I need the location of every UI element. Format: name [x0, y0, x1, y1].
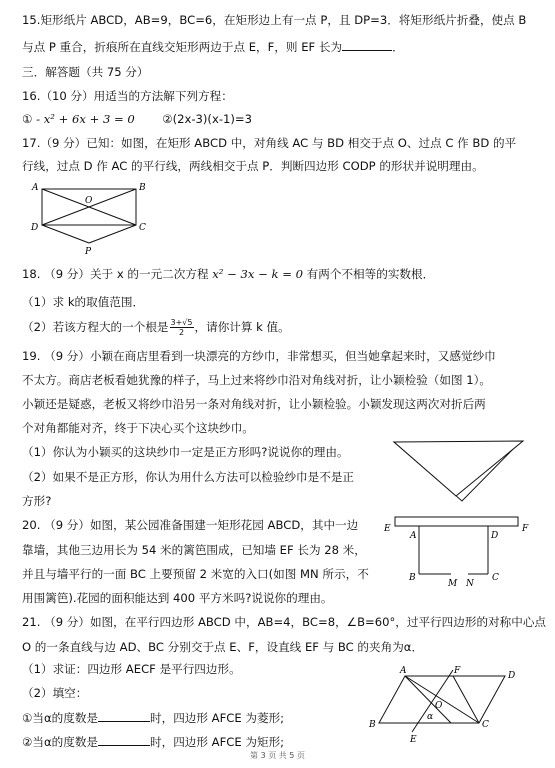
fraction-numerator: 3+√5	[170, 318, 193, 327]
q18-title	[22, 266, 434, 282]
q21-part2: （2）填空：	[22, 686, 88, 700]
label-c: C	[492, 573, 499, 583]
label-a: A	[400, 666, 407, 676]
label-a: A	[410, 531, 417, 541]
q16-eq2: (2x-3)(x-1)=3	[172, 112, 252, 126]
label-d: D	[491, 531, 499, 541]
scarf-fold-front	[394, 441, 523, 496]
q20-line4: 用围篱笆).花园的面积能达到 400 平方米吗?说说你的理由。	[22, 591, 333, 605]
label-f: F	[522, 524, 529, 534]
q17-line1: 17.（9 分）已知：如图，在矩形 ABCD 中，对角线 AC 与 BD 相交于点 O、过点 C 作 BD 的平	[22, 136, 517, 150]
q18-part2-a: （2）若该方程大的一个根是	[22, 320, 169, 334]
q21-fill2-a: ②当α的度数是	[22, 735, 99, 749]
q18-fraction	[170, 318, 194, 337]
q21-fill1	[22, 709, 284, 726]
q20-line1: 20. （9 分）如图，某公园准备围建一矩形花园 ABCD，其中一边	[22, 518, 359, 532]
answer-blank	[98, 709, 150, 722]
q19-line1: 19. （9 分）小颖在商店里看到一块漂亮的方纱巾，非常想买，但当她拿起来时，又感觉纱巾	[22, 349, 496, 363]
label-d: D	[508, 671, 516, 681]
label-b: B	[409, 573, 416, 583]
q21-part1: （1）求证：四边形 AECF 是平行四边形。	[22, 662, 241, 676]
q20-line2: 靠墙，其他三边用长为 54 米的篱笆围成，已知墙 EF 长为 28 米，	[22, 543, 366, 557]
q16-equations	[22, 111, 252, 127]
label-alpha: α	[427, 712, 434, 722]
q21-parallelogram-figure	[365, 664, 530, 746]
wall-ef	[395, 517, 518, 526]
q21-fill2-b: 时，四边形 AFCE 为矩形;	[150, 735, 285, 749]
label-c: C	[139, 223, 146, 233]
q18-title-a: 18. （9 分）关于 x 的一元二次方程	[22, 267, 213, 281]
q21-line2: O 的一条直线与边 AD、BC 分别交于点 E、F，设直线 EF 与 BC 的夹角为α．	[22, 640, 424, 654]
q16-eq1: - x² + 6x + 3 = 0	[32, 112, 135, 126]
q15-line2-text: 与点 P 重合，折痕所在直线交矩形两边于点 E，F，则 EF 长为	[22, 40, 343, 54]
label-d: D	[31, 223, 39, 233]
fraction-denominator: 2	[178, 328, 185, 337]
q16-eq2-num: ②	[162, 112, 173, 126]
q15-line2-end: ．	[392, 40, 404, 54]
q20-garden-figure	[382, 512, 532, 592]
diagonal-ac	[405, 676, 479, 723]
label-b: B	[139, 183, 146, 193]
answer-blank	[342, 38, 392, 51]
q18-equation: x² − 3x − k = 0	[212, 267, 303, 281]
q15-line2	[22, 38, 404, 55]
label-o: O	[85, 196, 93, 206]
q16-title: 16.（10 分）用适当的方法解下列方程：	[22, 89, 233, 103]
q16-eq1-num: ①	[22, 112, 33, 126]
q20-line3: 并且与墙平行的一面 BC 上要预留 2 米宽的入口(如图 MN 所示，不	[22, 567, 369, 581]
label-b: B	[369, 720, 376, 730]
page-number: 第 3 页 共 5 页	[250, 751, 305, 760]
q18-part2	[22, 318, 290, 337]
label-e: E	[410, 735, 417, 745]
q19-part2a: （2）如果不是正方形，你认为用什么方法可以检验纱巾是不是正	[22, 470, 355, 484]
q17-figure	[28, 180, 158, 258]
q21-fill1-b: 时，四边形 AFCE 为菱形;	[150, 711, 285, 725]
segment-cp	[89, 225, 136, 243]
label-a: A	[32, 183, 39, 193]
label-o: O	[435, 701, 443, 711]
q15-line1: 15.矩形纸片 ABCD，AB=9，BC=6，在矩形边上有一点 P，且 DP=3．将矩形纸片折叠，使点 B	[22, 13, 527, 27]
label-c: C	[482, 720, 489, 730]
q19-part1: （1）你认为小颖买的这块纱巾一定是正方形吗?说说你的理由。	[22, 445, 349, 459]
q19-part2b: 方形?	[22, 494, 52, 508]
q21-fill2	[22, 733, 284, 750]
q21-line1: 21. （9 分）如图，在平行四边形 ABCD 中，AB=4，BC=8，∠B=60°，过平行四边形的对称中心点	[22, 615, 547, 629]
answer-blank	[98, 733, 150, 746]
q17-line2: 行线，过点 D 作 AC 的平行线，两线相交于点 P．判断四边形 CODP 的形状并说明理由。	[22, 159, 484, 173]
q19-folded-scarf-figure	[392, 438, 526, 504]
q18-part2-b: ，请你计算 k 值。	[194, 320, 290, 334]
label-p: P	[85, 247, 92, 257]
segment-dp	[42, 225, 89, 243]
q21-fill1-a: ①当α的度数是	[22, 711, 99, 725]
q19-line3: 小颖还是疑惑，老板又将纱巾沿另一条对角线对折，让小颖检验。小颖发现这两次对折后两	[22, 397, 486, 411]
label-m: M	[448, 579, 458, 589]
q19-line2: 不太方。商店老板看她犹豫的样子，马上过来将纱巾沿对角线对折，让小颖检验（如图 1）。	[22, 373, 492, 387]
q19-line4: 个对角都能对齐，终于下决心买个这块纱巾。	[22, 421, 254, 435]
label-f: F	[454, 666, 461, 676]
label-n: N	[466, 579, 474, 589]
q18-part1: （1）求 k的取值范围．	[22, 295, 145, 309]
q18-title-b: 有两个不相等的实数根．	[303, 267, 435, 281]
segment-ce	[453, 676, 479, 723]
section-heading: 三．解答题（共 75 分）	[22, 65, 149, 79]
label-e: E	[384, 524, 391, 534]
